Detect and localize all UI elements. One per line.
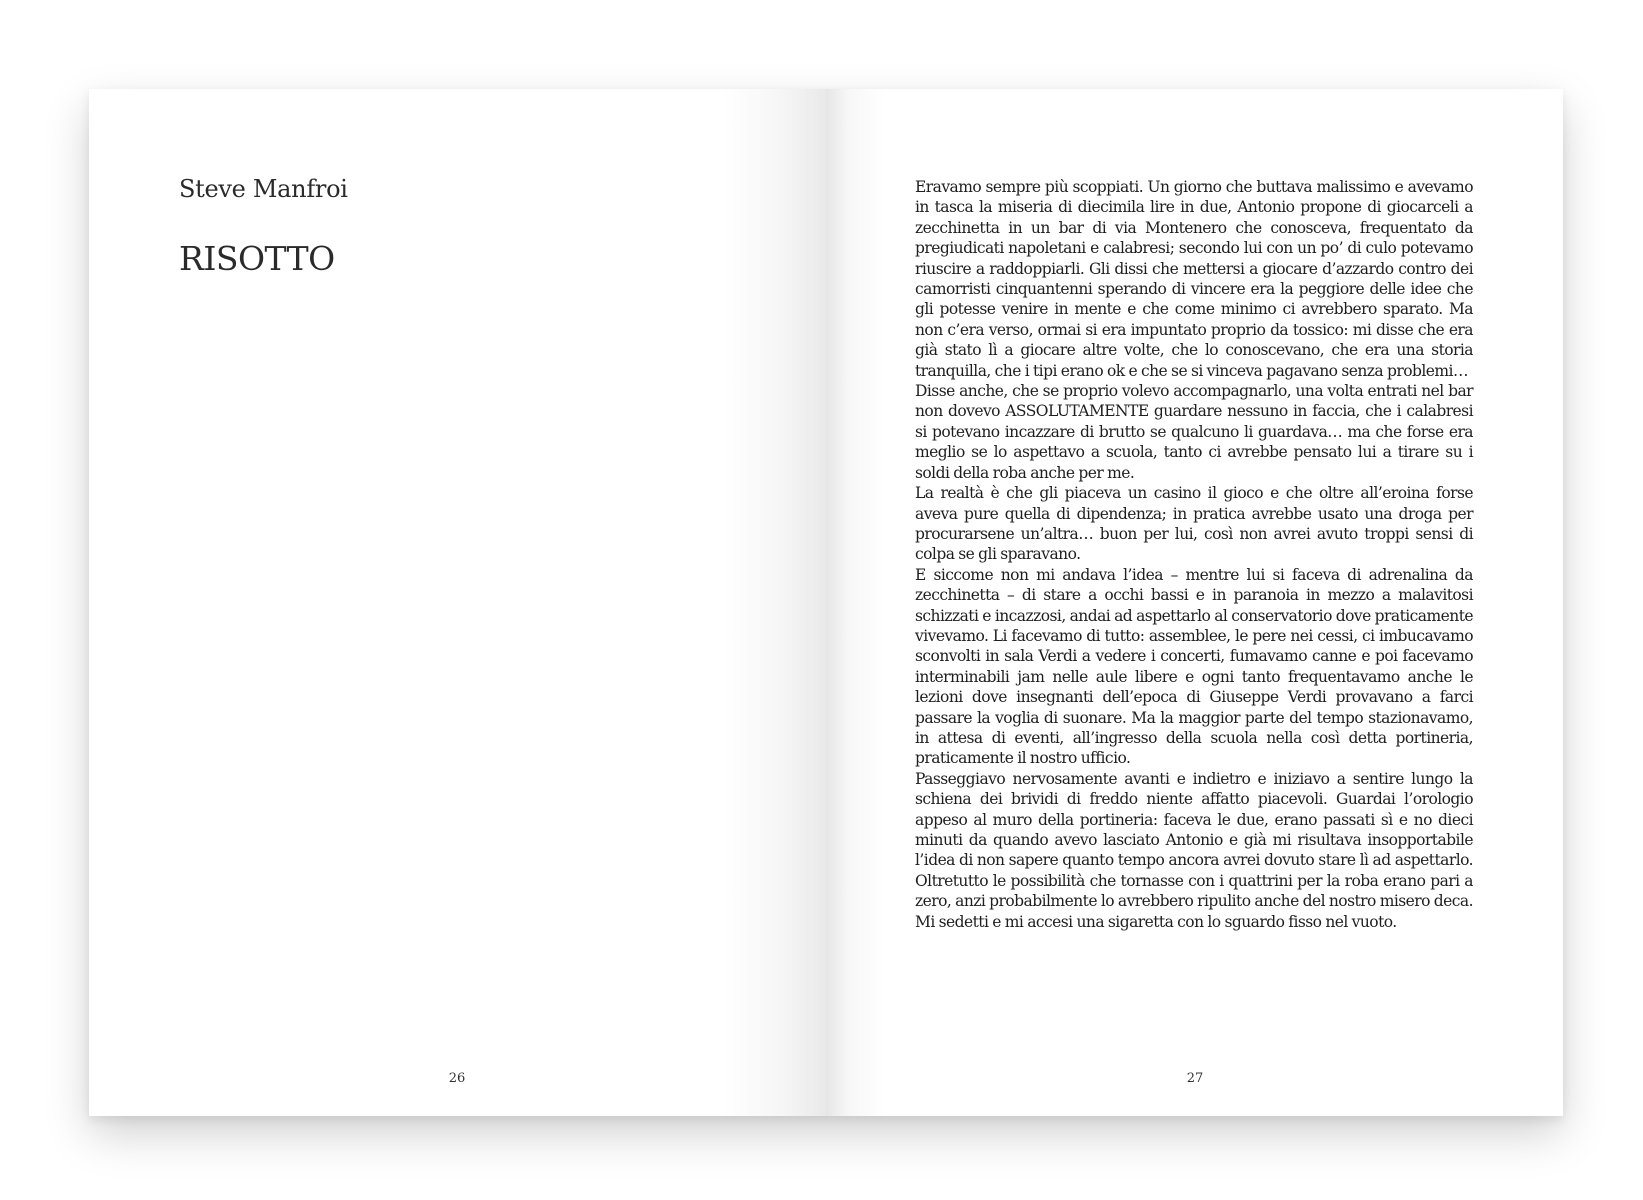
left-page — [89, 89, 826, 1116]
paragraph: Eravamo sempre più scoppiati. Un giorno che buttava malissimo e avevamo in tasca la miseria di diecimila lire in due, Antonio propone di giocarceli a zecchinetta in un bar di via Montenero che conosceva, frequentato da pregiudicati napoletani e calabresi; secondo lui con un po’ di culo potevamo riuscire a raddoppiarli. Gli dissi che mettersi a giocare d’azzardo contro dei camorristi cinquantenni sperando di vincere era la peggiore delle idee che gli potesse venire in mente e che come minimo ci avrebbero sparato. Ma non c’era verso, ormai si era impuntato proprio da tossico: mi disse che era già stato lì a giocare altre volte, che lo conoscevano, che era una storia tranquilla, che i tipi erano ok e che se si vinceva pagavano senza problemi… — [915, 178, 1473, 380]
paragraph: Passeggiavo nervosamente avanti e indietro e iniziavo a sentire lungo la schiena dei brividi di freddo niente affatto piacevoli. Guardai l’orologio appeso al muro della portineria: faceva le due, erano passati sì e no dieci minuti da quando avevo lasciato Antonio e già mi risultava insopportabile l’idea di non sapere quanto tempo ancora avrei dovuto stare lì ad aspettarlo. Oltretutto le possibilità che tornasse con i quattrini per la roba erano pari a zero, anzi probabilmente lo avrebbero ripulito anche del nostro misero deca. Mi sedetti e mi accesi una sigaretta con lo sguardo fisso nel vuoto. — [915, 769, 1473, 931]
story-title: RISOTTO — [179, 239, 335, 278]
page-number-left: 26 — [448, 1071, 466, 1086]
page-number-right: 27 — [1186, 1071, 1204, 1086]
paragraph: La realtà è che gli piaceva un casino il gioco e che oltre all’eroina forse aveva pure quella di dipendenza; in pratica avrebbe usato una droga per procurarsene un’altra… buon per lui, così non avrei avuto troppi sensi di colpa se gli sparavano. — [915, 484, 1473, 564]
book-spread — [89, 89, 1563, 1116]
paragraph: E siccome non mi andava l’idea – mentre lui si faceva di adrenalina da zecchinetta – di stare a occhi bassi e in paranoia in mezzo a malavitosi schizzati e incazzosi, andai ad aspettarlo al conservatorio dove praticamente vivevamo. Li facevamo di tutto: assemblee, le pere nei cessi, ci imbucavamo sconvolti in sala Verdi a vedere i concerti, fumavamo canne e poi facevamo interminabili jam nelle aule libere e ogni tanto frequentavamo anche le lezioni dove insegnanti dell’epoca di Giuseppe Verdi provavano a farci passare la voglia di suonare. Ma la maggior parte del tempo stazionavamo, in attesa di eventi, all’ingresso della scuola nella così detta portineria, praticamente il nostro ufficio. — [915, 565, 1473, 768]
story-body-text — [915, 177, 1473, 932]
author-name: Steve Manfroi — [179, 175, 348, 203]
right-page — [826, 89, 1563, 1116]
paragraph: Disse anche, che se proprio volevo accompagnarlo, una volta entrati nel bar non dovevo ASSOLUTAMENTE guardare nessuno in faccia, che i calabresi si potevano incazzare di brutto se qualcuno li guardava… ma che forse era meglio se lo aspettavo a scuola, tanto ci avrebbe pensato lui a tirare su i soldi della roba anche per me. — [915, 382, 1473, 482]
